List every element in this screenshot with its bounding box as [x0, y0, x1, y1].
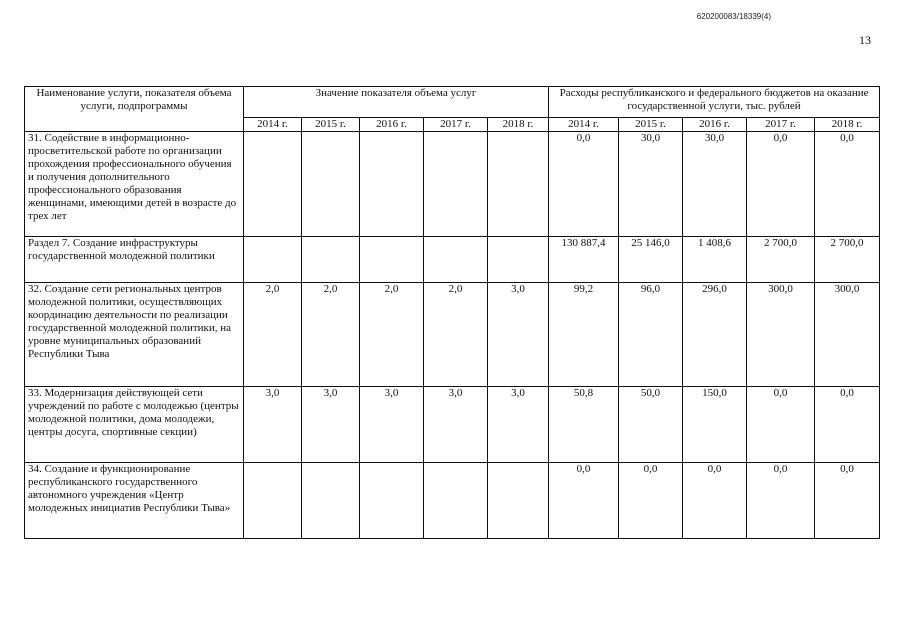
volume-cell: 2,0 [424, 283, 488, 387]
volume-cell [360, 237, 424, 283]
volume-cell: 3,0 [302, 387, 360, 463]
expense-cell: 0,0 [747, 387, 815, 463]
document-id: 620200083/18339(4) [696, 12, 771, 21]
volume-cell: 3,0 [488, 283, 549, 387]
expense-cell: 30,0 [619, 132, 683, 237]
volume-cell [244, 132, 302, 237]
table-row [25, 387, 880, 463]
volume-cell: 3,0 [488, 387, 549, 463]
volume-cell [302, 463, 360, 539]
expense-cell: 150,0 [683, 387, 747, 463]
expense-cell: 0,0 [549, 463, 619, 539]
volume-cell [360, 132, 424, 237]
expense-cell: 2 700,0 [747, 237, 815, 283]
expense-cell: 99,2 [549, 283, 619, 387]
expenses-year-2014: 2014 г. [549, 118, 619, 132]
header-volume-cell: Значение показателя объема услуг [244, 87, 549, 118]
expense-cell: 300,0 [747, 283, 815, 387]
expenses-year-2015: 2015 г. [619, 118, 683, 132]
volume-cell [244, 463, 302, 539]
expense-cell: 0,0 [683, 463, 747, 539]
volume-cell [302, 132, 360, 237]
expense-cell: 130 887,4 [549, 237, 619, 283]
volume-cell [488, 463, 549, 539]
volume-year-2015: 2015 г. [302, 118, 360, 132]
volume-year-2014: 2014 г. [244, 118, 302, 132]
volume-cell [424, 132, 488, 237]
page-number: 13 [859, 33, 871, 47]
volume-cell [424, 463, 488, 539]
row-name-cell: 33. Модернизация действующей сети учреждений по работе с молодежью (центры молодежной политики, дома молодежи, центры досуга, спортивные секции) [25, 387, 244, 463]
table-row [25, 463, 880, 539]
header-row [25, 87, 880, 118]
volume-cell [424, 237, 488, 283]
table-row [25, 283, 880, 387]
expense-cell: 50,8 [549, 387, 619, 463]
expense-cell: 0,0 [549, 132, 619, 237]
expenses-year-2017: 2017 г. [747, 118, 815, 132]
volume-cell [244, 237, 302, 283]
expense-cell: 2 700,0 [815, 237, 880, 283]
volume-cell: 2,0 [360, 283, 424, 387]
header-name-cell: Наименование услуги, показателя объема услуги, подпрограммы [25, 87, 244, 132]
volume-year-2018: 2018 г. [488, 118, 549, 132]
volume-cell [360, 463, 424, 539]
volume-cell: 3,0 [360, 387, 424, 463]
volume-cell: 2,0 [302, 283, 360, 387]
volume-year-2016: 2016 г. [360, 118, 424, 132]
row-name-cell: 32. Создание сети региональных центров молодежной политики, осуществляющих координацию деятельности по реализации государственной молодежной политики, на уровне муниципальных образований Республики Тыва [25, 283, 244, 387]
table-row [25, 132, 880, 237]
expense-cell: 50,0 [619, 387, 683, 463]
expense-cell: 0,0 [815, 132, 880, 237]
expense-cell: 300,0 [815, 283, 880, 387]
expenses-year-2016: 2016 г. [683, 118, 747, 132]
expense-cell: 0,0 [815, 387, 880, 463]
volume-cell: 2,0 [244, 283, 302, 387]
volume-cell [488, 237, 549, 283]
volume-cell [488, 132, 549, 237]
volume-cell [302, 237, 360, 283]
expense-cell: 0,0 [815, 463, 880, 539]
table-row [25, 237, 880, 283]
row-name-cell: 34. Создание и функционирование республиканского государственного автономного учреждения «Центр молодежных инициатив Республики Тыва» [25, 463, 244, 539]
expenses-year-2018: 2018 г. [815, 118, 880, 132]
expense-cell: 0,0 [747, 132, 815, 237]
expense-cell: 296,0 [683, 283, 747, 387]
volume-year-2017: 2017 г. [424, 118, 488, 132]
services-table [24, 86, 880, 539]
expense-cell: 0,0 [619, 463, 683, 539]
volume-cell: 3,0 [424, 387, 488, 463]
expense-cell: 25 146,0 [619, 237, 683, 283]
row-name-cell: Раздел 7. Создание инфраструктуры государственной молодежной политики [25, 237, 244, 283]
header-expenses-cell: Расходы республиканского и федерального бюджетов на оказание государственной услуги, тыс. рублей [549, 87, 880, 118]
volume-cell: 3,0 [244, 387, 302, 463]
expense-cell: 1 408,6 [683, 237, 747, 283]
row-name-cell: 31. Содействие в информационно-просветительской работе по организации прохождения профессионального обучения и получения дополнительного профессионального образования женщинами, имеющими детей в возрасте до трех лет [25, 132, 244, 237]
expense-cell: 30,0 [683, 132, 747, 237]
expense-cell: 96,0 [619, 283, 683, 387]
expense-cell: 0,0 [747, 463, 815, 539]
